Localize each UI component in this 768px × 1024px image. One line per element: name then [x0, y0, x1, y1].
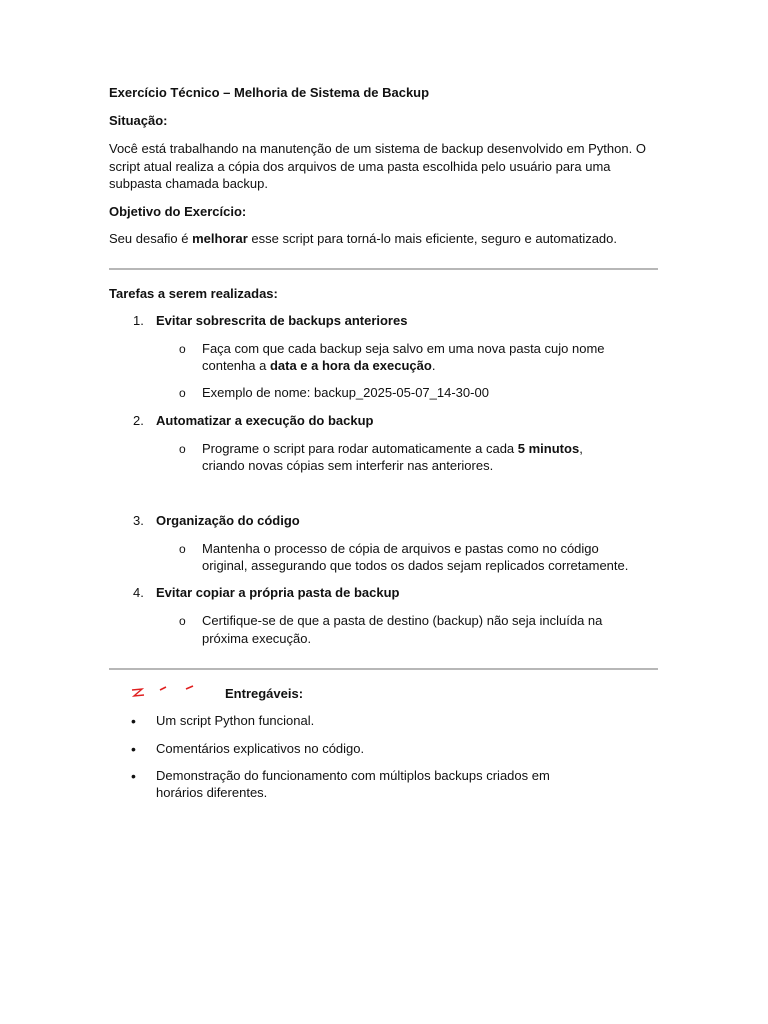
task-title: Automatizar a execução do backup — [156, 413, 374, 428]
situacao-line: script atual realiza a cópia dos arquivos de uma pasta escolhida pelo usuário para uma — [109, 159, 611, 174]
sub-bullet: o — [179, 542, 186, 556]
document-title: Exercício Técnico – Melhoria de Sistema de Backup — [109, 85, 430, 100]
situacao-line: subpasta chamada backup. — [109, 176, 268, 191]
sub-bullet: o — [179, 386, 186, 400]
task-detail: Exemplo de nome: backup_2025-05-07_14-30-00 — [202, 385, 489, 400]
deliverable-item: horários diferentes. — [156, 785, 268, 800]
task-detail: Mantenha o processo de cópia de arquivos e pastas como no código — [202, 541, 599, 556]
tarefas-heading: Tarefas a serem realizadas: — [109, 286, 278, 301]
objetivo-text: Seu desafio é melhorar esse script para torná-lo mais eficiente, seguro e automatizado. — [109, 231, 618, 246]
horizontal-rule — [109, 268, 658, 270]
task-detail: Programe o script para rodar automaticamente a cada 5 minutos, — [202, 441, 583, 456]
task-detail: Faça com que cada backup seja salvo em uma nova pasta cujo nome — [202, 341, 605, 356]
bullet-dot: • — [131, 713, 136, 729]
deliverable-item: Comentários explicativos no código. — [156, 741, 365, 756]
deliverable-item: Demonstração do funcionamento com múltiplos backups criados em — [156, 768, 550, 783]
bullet-dot: • — [131, 741, 136, 757]
entregaveis-heading: Entregáveis: — [225, 686, 304, 701]
task-number: 1. — [133, 313, 144, 328]
red-marks-icon — [130, 685, 200, 699]
sub-bullet: o — [179, 342, 186, 356]
task-detail: criando novas cópias sem interferir nas anteriores. — [202, 458, 494, 473]
task-title: Evitar sobrescrita de backups anteriores — [156, 313, 408, 328]
situacao-heading: Situação: — [109, 113, 168, 128]
task-title: Organização do código — [156, 513, 300, 528]
task-detail: Certifique-se de que a pasta de destino (backup) não seja incluída na — [202, 613, 603, 628]
horizontal-rule — [109, 668, 658, 670]
situacao-line: Você está trabalhando na manutenção de um sistema de backup desenvolvido em Python. O — [109, 141, 646, 156]
task-title: Evitar copiar a própria pasta de backup — [156, 585, 400, 600]
task-number: 4. — [133, 585, 144, 600]
task-detail: original, assegurando que todos os dados sejam replicados corretamente. — [202, 558, 629, 573]
deliverable-item: Um script Python funcional. — [156, 713, 315, 728]
sub-bullet: o — [179, 614, 186, 628]
task-detail: próxima execução. — [202, 631, 312, 646]
task-number: 2. — [133, 413, 144, 428]
objetivo-heading: Objetivo do Exercício: — [109, 204, 247, 219]
sub-bullet: o — [179, 442, 186, 456]
bullet-dot: • — [131, 768, 136, 784]
task-number: 3. — [133, 513, 144, 528]
task-detail: contenha a data e a hora da execução. — [202, 358, 436, 373]
